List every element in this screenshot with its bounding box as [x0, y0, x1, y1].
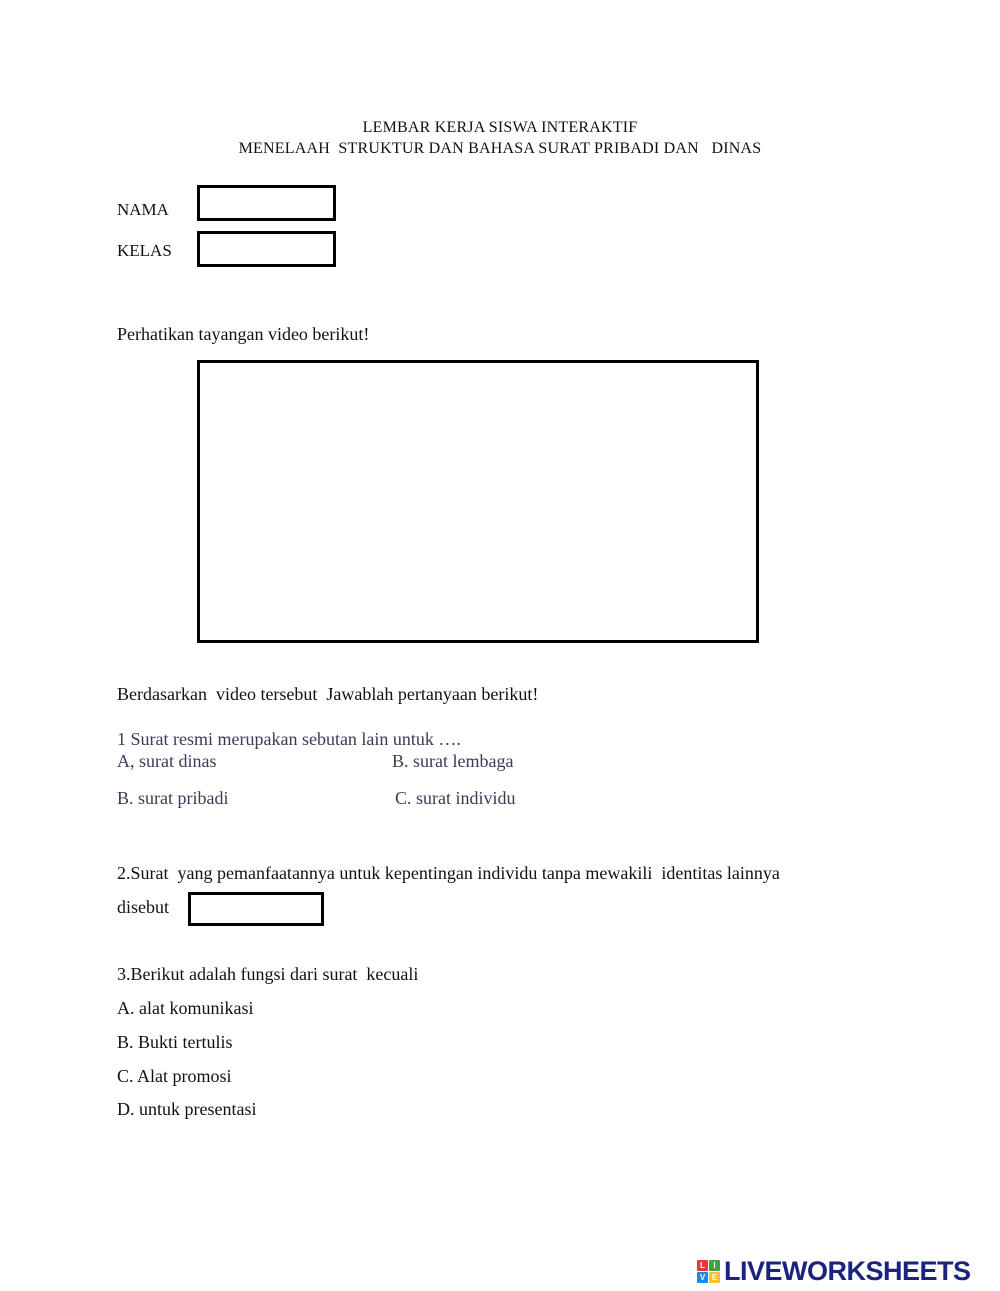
name-label: NAMA [117, 200, 169, 219]
worksheet-subtitle: MENELAAH STRUKTUR DAN BAHASA SURAT PRIBADI DAN DINAS [238, 140, 762, 157]
logo-icon [697, 1260, 720, 1283]
logo-square: V [697, 1272, 708, 1283]
class-label: KELAS [117, 241, 172, 260]
name-input[interactable] [197, 185, 336, 221]
question-2-suffix: disebut [117, 897, 169, 917]
logo-text: LIVEWORKSHEETS [724, 1255, 971, 1286]
liveworksheets-logo [697, 1254, 971, 1288]
question-2-answer-input[interactable] [188, 892, 324, 926]
question-3-option-a[interactable]: A. alat komunikasi [117, 998, 254, 1018]
question-2-text: 2.Surat yang pemanfaatannya untuk kepentingan individu tanpa mewakili identitas lainnya [117, 863, 780, 883]
questions-intro: Berdasarkan video tersebut Jawablah pertanyaan berikut! [117, 684, 539, 704]
question-1-option-d[interactable]: C. surat individu [395, 788, 516, 808]
question-3-option-c[interactable]: C. Alat promosi [117, 1066, 232, 1086]
logo-square: I [709, 1260, 720, 1271]
video-player[interactable] [197, 360, 759, 643]
question-1-option-c[interactable]: B. surat pribadi [117, 788, 229, 808]
question-3-option-d[interactable]: D. untuk presentasi [117, 1099, 257, 1119]
question-1-option-b[interactable]: B. surat lembaga [392, 751, 514, 771]
question-1-option-a[interactable]: A, surat dinas [117, 751, 217, 771]
question-3-option-b[interactable]: B. Bukti tertulis [117, 1032, 233, 1052]
logo-square: E [709, 1272, 720, 1283]
question-3-text: 3.Berikut adalah fungsi dari surat kecuali [117, 964, 419, 984]
logo-square: L [697, 1260, 708, 1271]
question-1-text: 1 Surat resmi merupakan sebutan lain untuk …. [117, 729, 461, 749]
worksheet-title: LEMBAR KERJA SISWA INTERAKTIF [362, 119, 638, 136]
video-instruction: Perhatikan tayangan video berikut! [117, 324, 370, 344]
class-input[interactable] [197, 231, 336, 267]
